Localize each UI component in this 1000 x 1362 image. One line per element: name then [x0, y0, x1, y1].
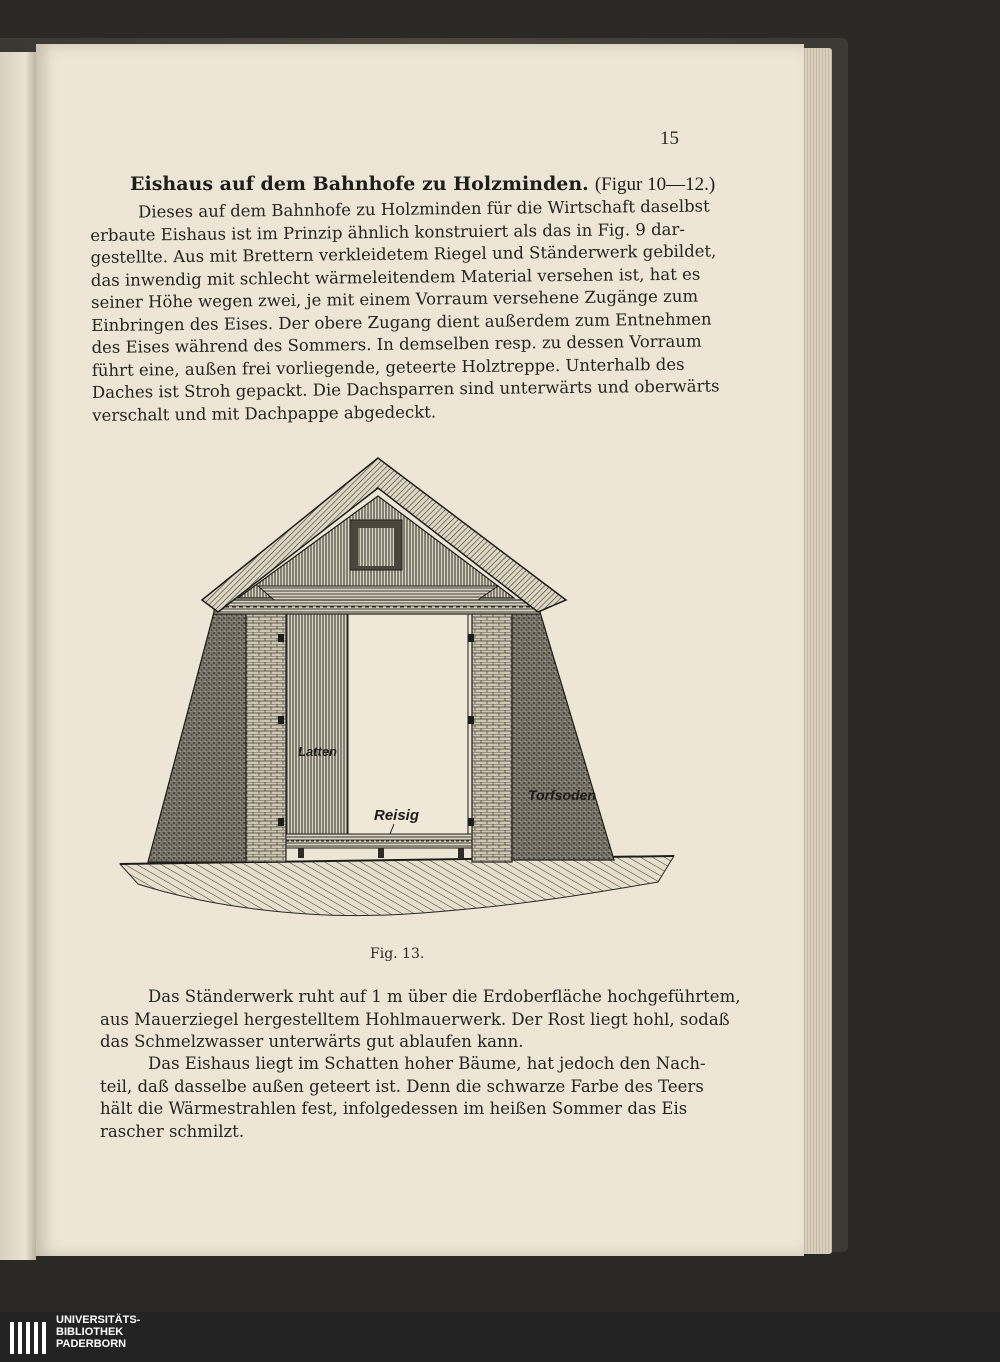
text-line: Das Eishaus liegt im Schatten hoher Bäume, hat jedoch den Nach- [148, 1054, 706, 1073]
ground-hatching [120, 856, 674, 916]
text-line: erbaute Eishaus ist im Prinzip ähnlich konstruiert als das in Fig. 9 dar- [90, 219, 685, 245]
right-brick-pillar [472, 612, 512, 862]
figure-caption: Fig. 13. [370, 946, 425, 962]
label-torfsoden: Torfsoden [528, 787, 596, 803]
ceiling-boards [258, 586, 498, 600]
text-line: seiner Höhe wegen zwei, je mit einem Vorraum versehene Zugänge zum [90, 286, 699, 312]
paragraph-2 [100, 986, 741, 1054]
left-page-edge [0, 52, 36, 1260]
text-line: Einbringen des Eises. Der obere Zugang dient außerdem zum Entnehmen [91, 308, 712, 335]
text-line: verschalt und mit Dachpappe abgedeckt. [92, 401, 437, 425]
text-line: aus Mauerziegel hergestelltem Hohlmauerwerk. Der Rost liegt hohl, sodaß [100, 1009, 730, 1029]
text-line: Dieses auf dem Bahnhofe zu Holzminden für die Wirtschaft daselbst [138, 196, 710, 222]
section-heading [130, 173, 716, 196]
ice-house-illustration [118, 452, 678, 922]
library-footer-bar [0, 1312, 1000, 1362]
text-line: rascher schmilzt. [100, 1121, 245, 1141]
text-line: hält die Wärmestrahlen fest, infolgedessen im heißen Sommer das Eis [100, 1099, 688, 1118]
ice-chamber [348, 614, 468, 834]
library-name-line: BIBLIOTHEK [56, 1326, 124, 1338]
text-line: Das Ständerwerk ruht auf 1 m über die Erdoberfläche hochgeführtem, [148, 987, 741, 1006]
text-line: führt eine, außen frei vorliegende, geteerte Holztreppe. Unterhalb des [91, 354, 685, 380]
library-name [56, 1314, 140, 1350]
library-name-line: UNIVERSITÄTS- [56, 1314, 141, 1326]
left-peat-wall [148, 612, 246, 862]
label-reisig: Reisig [374, 807, 420, 824]
text-line: Daches ist Stroh gepackt. Die Dachsparren sind unterwärts und oberwärts [91, 376, 720, 402]
text-line: gestellte. Aus mit Brettern verkleidetem Riegel und Ständerwerk gebildet, [90, 241, 717, 267]
library-name-line: PADERBORN [56, 1338, 127, 1350]
text-line: das inwendig mit schlecht wärmeleitendem Material versehen ist, hat es [90, 264, 701, 290]
paragraph-1 [90, 196, 720, 427]
text-line: das Schmelzwasser unterwärts gut ablaufen kann. [100, 1032, 524, 1051]
right-peat-wall [510, 612, 614, 860]
text-line: teil, daß dasselbe außen geteert ist. Denn die schwarze Farbe des Teers [100, 1076, 704, 1096]
page-number: 15 [660, 128, 679, 149]
label-latten: Latten [298, 744, 337, 759]
heading-figure-reference: (Figur 10—12.) [594, 174, 716, 195]
library-logo-icon [6, 1318, 50, 1358]
lath-wall [286, 614, 348, 834]
text-line: des Eises während des Sommers. In demselben resp. zu dessen Vorraum [91, 331, 702, 357]
paragraph-3 [100, 1053, 706, 1143]
heading-title: Eishaus auf dem Bahnhofe zu Holzminden. [130, 173, 589, 195]
